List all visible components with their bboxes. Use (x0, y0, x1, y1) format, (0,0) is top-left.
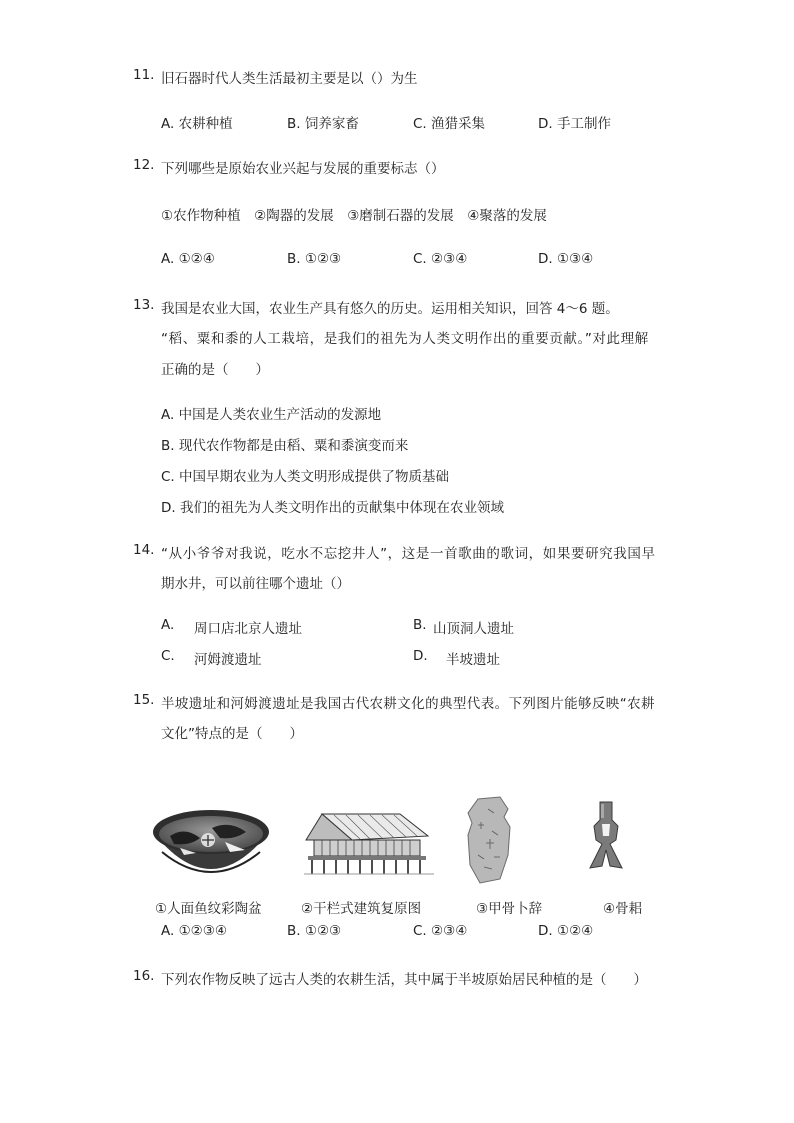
q14-number: 14. (133, 542, 155, 558)
q12-option-b: B. ①②③ (287, 251, 342, 267)
painted-pottery-basin-image (150, 806, 272, 886)
q13-stem-line3: 正确的是（ ） (161, 362, 269, 378)
caption-pottery-basin: ①人面鱼纹彩陶盆 (155, 901, 262, 917)
q13-option-c: C. 中国早期农业为人类文明形成提供了物质基础 (161, 469, 450, 485)
q14-option-d-letter: D. (413, 648, 428, 664)
q11-stem: 旧石器时代人类生活最初主要是以（）为生 (161, 71, 418, 87)
q14-option-d-text: 半坡遗址 (446, 652, 500, 668)
q13-option-d: D. 我们的祖先为人类文明作出的贡献集中体现在农业领域 (161, 500, 504, 516)
q16-stem: 下列农作物反映了远古人类的农耕生活，其中属于半坡原始居民种植的是（ ） (161, 972, 647, 988)
q14-option-b-letter: B. (413, 617, 427, 633)
q15-stem-line1: 半坡遗址和河姆渡遗址是我国古代农耕文化的典型代表。下列图片能够反映“农耕 (161, 696, 655, 712)
oracle-bone-image (464, 795, 514, 885)
q14-option-c-letter: C. (161, 648, 175, 664)
q12-number: 12. (133, 157, 155, 173)
q15-number: 15. (133, 692, 155, 708)
q11-option-a: A. 农耕种植 (161, 116, 233, 132)
q12-option-d: D. ①③④ (538, 251, 594, 267)
q11-option-d: D. 手工制作 (538, 116, 611, 132)
caption-oracle-bone: ③甲骨卜辞 (476, 901, 543, 917)
q13-option-b: B. 现代农作物都是由稻、粟和黍演变而来 (161, 438, 409, 454)
q11-option-c: C. 渔猎采集 (413, 116, 486, 132)
q15-stem-line2: 文化”特点的是（ ） (161, 726, 303, 742)
caption-bone-spade: ④骨耜 (603, 901, 643, 917)
q11-number: 11. (133, 67, 155, 83)
q12-items: ①农作物种植 ②陶器的发展 ③磨制石器的发展 ④聚落的发展 (161, 208, 547, 224)
q12-option-c: C. ②③④ (413, 251, 468, 267)
q13-stem-line2: “稻、粟和黍的人工栽培，是我们的祖先为人类文明作出的重要贡献。”对此理解 (161, 331, 649, 347)
q14-option-a-text: 周口店北京人遗址 (194, 621, 302, 637)
q15-option-b: B. ①②③ (287, 923, 342, 939)
q14-option-b-text: 山顶洞人遗址 (433, 621, 514, 637)
q13-stem-line1: 我国是农业大国，农业生产具有悠久的历史。运用相关知识，回答 4～6 题。 (161, 301, 619, 317)
q15-option-d: D. ①②④ (538, 923, 594, 939)
caption-stilt-house: ②干栏式建筑复原图 (301, 901, 422, 917)
q14-option-c-text: 河姆渡遗址 (194, 652, 262, 668)
q14-option-a-letter: A. (161, 617, 175, 633)
q15-option-a: A. ①②③④ (161, 923, 227, 939)
q13-option-a: A. 中国是人类农业生产活动的发源地 (161, 407, 382, 423)
q12-option-a: A. ①②④ (161, 251, 215, 267)
q13-number: 13. (133, 297, 155, 313)
bone-spade-image (588, 800, 624, 870)
q16-number: 16. (133, 968, 155, 984)
q11-option-b: B. 饲养家畜 (287, 116, 359, 132)
stilt-house-image (304, 810, 440, 876)
q14-stem-line2: 期水井，可以前往哪个遗址（） (161, 576, 350, 592)
q12-stem: 下列哪些是原始农业兴起与发展的重要标志（） (161, 161, 445, 177)
q15-option-c: C. ②③④ (413, 923, 468, 939)
q14-stem-line1: “从小爷爷对我说，吃水不忘挖井人”，这是一首歌曲的歌词，如果要研究我国早 (161, 546, 656, 562)
